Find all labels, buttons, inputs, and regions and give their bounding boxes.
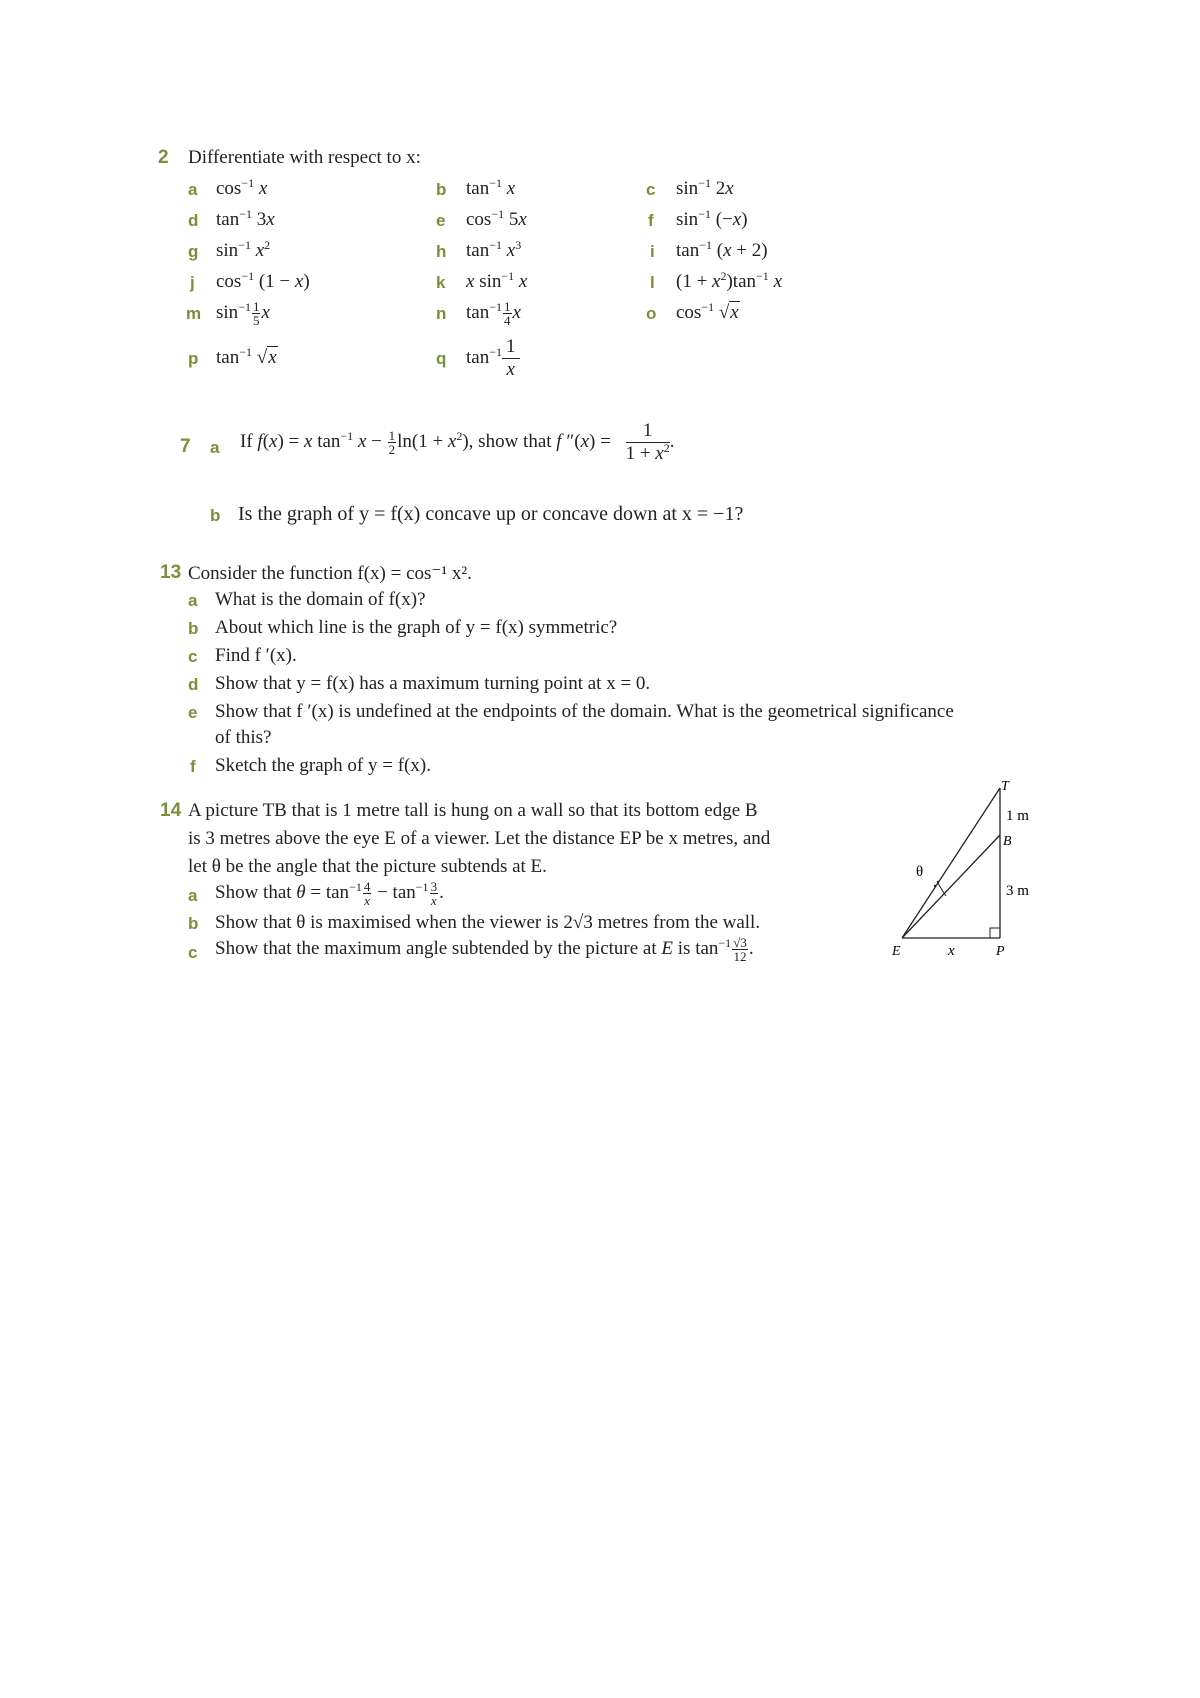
q14-text-b: Show that θ is maximised when the viewer is 2√3 metres from the wall. bbox=[215, 912, 761, 933]
q13-text-d: Show that y = f(x) has a maximum turning point at x = 0. bbox=[215, 673, 651, 694]
q2-letter-c: c bbox=[646, 180, 656, 199]
label-E: E bbox=[892, 944, 901, 959]
right-angle-mark bbox=[990, 928, 1000, 938]
label-P: P bbox=[996, 944, 1005, 959]
q13-letter-a: a bbox=[188, 591, 198, 610]
label-B: B bbox=[1003, 834, 1012, 849]
q2-expr-q: $\tan^{-1}$ $\frac{1}{x}$ bbox=[466, 336, 520, 381]
label-1m: 1 m bbox=[1006, 808, 1029, 824]
q13-text-a: What is the domain of f(x)? bbox=[215, 589, 426, 610]
q7-part-a-letter: a bbox=[210, 438, 220, 457]
q2-letter-a: a bbox=[188, 180, 198, 199]
label-3m: 3 m bbox=[1006, 883, 1029, 899]
q2-letter-p: p bbox=[188, 349, 199, 368]
q13-text-f: Sketch the graph of y = f(x). bbox=[215, 755, 431, 776]
q2-expr-c: $\sin^{-1} 2x$ bbox=[676, 176, 734, 199]
q13-letter-d: d bbox=[188, 675, 199, 694]
question-2-number: 2 bbox=[158, 147, 169, 168]
q2-letter-m: m bbox=[186, 304, 202, 323]
q7-part-b-text: Is the graph of y = f(x) concave up or concave down at x = −1? bbox=[238, 503, 744, 525]
q2-letter-i: i bbox=[650, 242, 655, 261]
question-13-number: 13 bbox=[160, 562, 182, 583]
q13-letter-c: c bbox=[188, 647, 198, 666]
q14-diagram bbox=[880, 780, 1060, 960]
q13-text-e-continued: of this? bbox=[215, 727, 272, 748]
label-T: T bbox=[1001, 780, 1009, 794]
q13-text-b: About which line is the graph of y = f(x) symmetric? bbox=[215, 617, 618, 638]
q2-expr-m: $\sin^{-1}$ $\frac{1}{5}$ x bbox=[216, 299, 270, 328]
q2-expr-e: $\cos^{-1} 5x$ bbox=[466, 207, 527, 230]
q2-letter-d: d bbox=[188, 211, 199, 230]
theta-marker-dot-2 bbox=[937, 881, 939, 883]
label-x: x bbox=[948, 943, 955, 959]
q2-expr-p: $\tan^{-1} √x$ bbox=[216, 345, 277, 368]
q13-intro: Consider the function f(x) = cos⁻¹ x². bbox=[188, 563, 472, 584]
theta-arc bbox=[938, 883, 946, 896]
q2-letter-k: k bbox=[436, 273, 446, 292]
q7-part-a-statement: If f(x) = x $\tan^{-1} x$ − $\frac{1}{2}$ $\ln(1 + x^2)$, show that f ″(x) = $\frac{1}{1 + x^2}$ . bbox=[240, 420, 675, 464]
q13-letter-e: e bbox=[188, 703, 198, 722]
sight-line-ET bbox=[902, 788, 1000, 938]
q2-expr-n: $\tan^{-1}$ $\frac{1}{4}$ x bbox=[466, 299, 521, 328]
q2-letter-q: q bbox=[436, 349, 447, 368]
q14-line-1: A picture TB that is 1 metre tall is hung on a wall so that its bottom edge B bbox=[188, 800, 758, 821]
q2-expr-j: $\cos^{-1} (1 - x)$ bbox=[216, 269, 310, 292]
q14-letter-a: a bbox=[188, 886, 198, 905]
q2-expr-b: $\tan^{-1} x$ bbox=[466, 176, 516, 199]
question-2-prompt: Differentiate with respect to x: bbox=[188, 147, 421, 168]
question-14-number: 14 bbox=[160, 800, 182, 821]
q14-line-2: is 3 metres above the eye E of a viewer. Let the distance EP be x metres, and bbox=[188, 828, 771, 849]
q13-letter-f: f bbox=[190, 757, 196, 776]
q2-expr-i: $\tan^{-1} (x + 2)$ bbox=[676, 238, 768, 261]
q2-letter-o: o bbox=[646, 304, 657, 323]
label-theta: θ bbox=[916, 864, 924, 880]
question-7-number: 7 bbox=[180, 436, 191, 457]
q2-letter-l: l bbox=[650, 273, 655, 292]
q14-text-c: Show that the maximum angle subtended by the picture at E is $\tan^{-1}$ $\frac{√3}{12}$ . bbox=[215, 935, 754, 964]
q2-expr-d: $\tan^{-1} 3x$ bbox=[216, 207, 275, 230]
q13-text-e: Show that f ′(x) is undefined at the endpoints of the domain. What is the geometrical significance bbox=[215, 701, 954, 722]
q14-line-3: let θ be the angle that the picture subtends at E. bbox=[188, 856, 547, 877]
q2-expr-l: $(1 + x^2)\tan^{-1}$ x bbox=[676, 269, 782, 292]
q2-letter-n: n bbox=[436, 304, 447, 323]
q2-expr-f: $\sin^{-1} (-x)$ bbox=[676, 207, 748, 230]
q2-expr-o: $\cos^{-1} √x$ bbox=[676, 300, 739, 323]
q2-letter-j: j bbox=[190, 273, 195, 292]
q2-expr-a: $\cos^{-1} x$ bbox=[216, 176, 268, 199]
q2-letter-h: h bbox=[436, 242, 447, 261]
sight-line-EB bbox=[902, 835, 1000, 938]
q14-text-a: Show that $\theta = \tan^{-1}$ $\frac{4}{x}$ − $\tan^{-1}$ $\frac{3}{x}$ . bbox=[215, 879, 444, 908]
q7-part-b-letter: b bbox=[210, 506, 221, 525]
q2-letter-g: g bbox=[188, 242, 199, 261]
theta-marker-dot bbox=[934, 885, 936, 887]
q2-letter-b: b bbox=[436, 180, 447, 199]
q2-expr-h: $\tan^{-1} x^3$ bbox=[466, 238, 522, 261]
q2-expr-k: x $\sin^{-1} x$ bbox=[466, 269, 528, 292]
q2-letter-e: e bbox=[436, 211, 446, 230]
q14-letter-c: c bbox=[188, 943, 198, 962]
q2-letter-f: f bbox=[648, 211, 654, 230]
q13-text-c: Find f ′(x). bbox=[215, 645, 297, 666]
q2-expr-g: $\sin^{-1} x^2$ bbox=[216, 238, 271, 261]
q13-letter-b: b bbox=[188, 619, 199, 638]
q14-letter-b: b bbox=[188, 914, 199, 933]
